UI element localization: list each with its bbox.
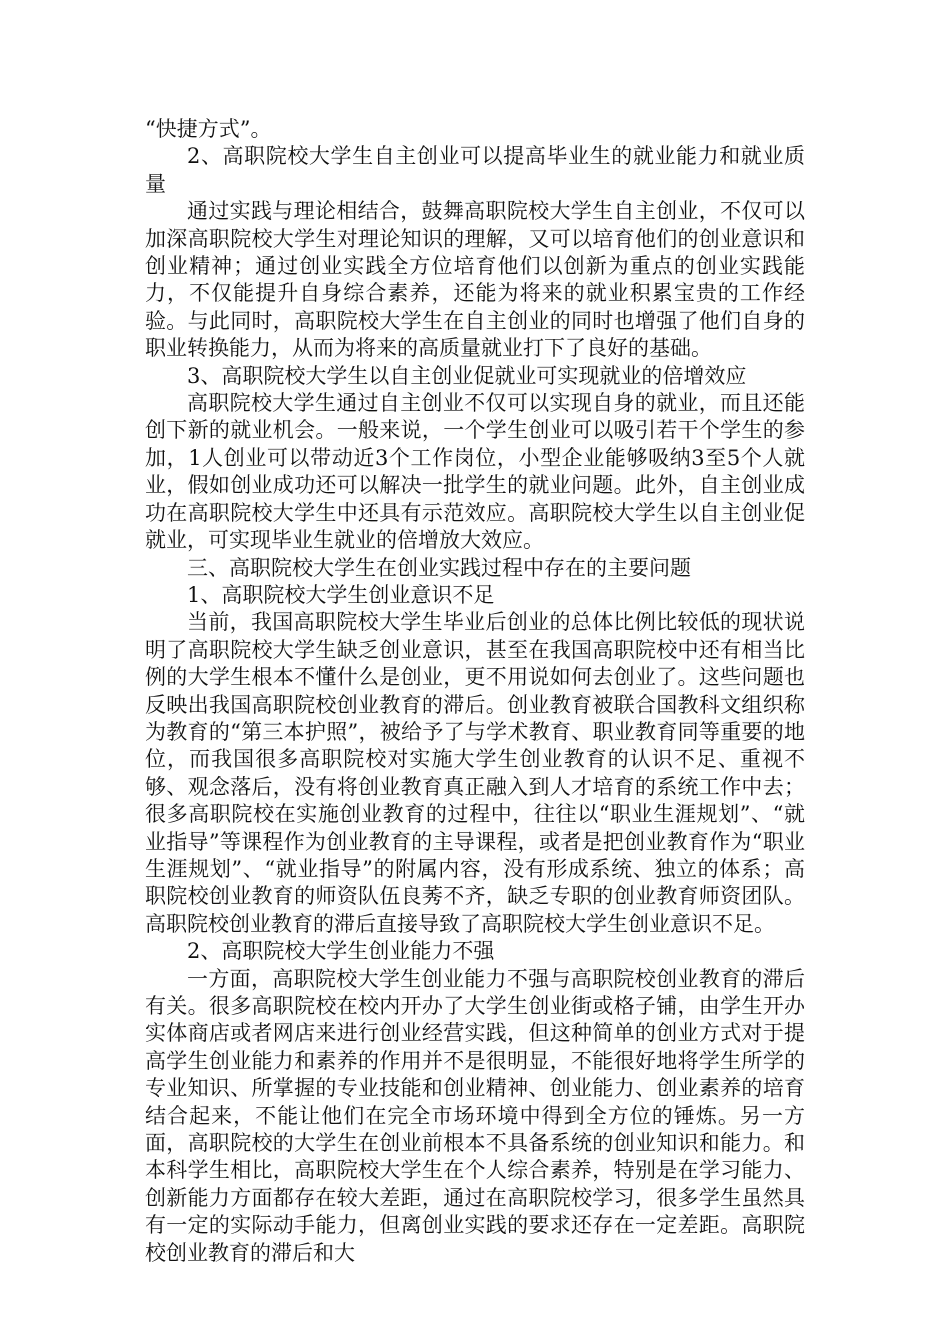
document-body	[145, 116, 805, 1267]
paragraph: 当前，我国高职院校大学生毕业后创业的总体比例比较低的现状说明了高职院校大学生缺乏创业意识，甚至在我国高职院校中还有相当比例的大学生根本不懂什么是创业，更不用说如何去创业了。这些问题也反映出我国高职院校创业教育的滞后。创业教育被联合国教科文组织称为教育的“第三本护照”，被给予了与学术教育、职业教育同等重要的地位，而我国很多高职院校对实施大学生创业教育的认识不足、重视不够、观念落后，没有将创业教育真正融入到人才培育的系统工作中去；很多高职院校在实施创业教育的过程中，往往以“职业生涯规划”、“就业指导”等课程作为创业教育的主导课程，或者是把创业教育作为“职业生涯规划”、“就业指导”的附属内容，没有形成系统、独立的体系；高职院校创业教育的师资队伍良莠不齐，缺乏专职的创业教育师资团队。高职院校创业教育的滞后直接导致了高职院校大学生创业意识不足。	[145, 610, 805, 936]
section-heading-2: 2、高职院校大学生创业能力不强	[187, 939, 495, 964]
paragraph: 一方面，高职院校大学生创业能力不强与高职院校创业教育的滞后有关。很多高职院校在校内开办了大学生创业街或格子铺，由学生开办实体商店或者网店来进行创业经营实践，但这种简单的创业方式对于提高学生创业能力和素养的作用并不是很明显，不能很好地将学生所学的专业知识、所掌握的专业技能和创业精神、创业能力、创业素养的培育结合起来，不能让他们在完全市场环境中得到全方位的锤炼。另一方面，高职院校的大学生在创业前根本不具备系统的创业知识和能力。和本科学生相比，高职院校大学生在个人综合素养，特别是在学习能力、创新能力方面都存在较大差距，通过在高职院校学习，很多学生虽然具有一定的实际动手能力，但离创业实践的要求还存在一定差距。高职院校创业教育的滞后和大	[145, 966, 805, 1265]
section-heading-1: 1、高职院校大学生创业意识不足	[187, 582, 495, 607]
paragraph: 高职院校大学生通过自主创业不仅可以实现自身的就业，而且还能创下新的就业机会。一般来说，一个学生创业可以吸引若干个学生的参加，1人创业可以带动近3个工作岗位，小型企业能够吸纳3至5个人就业，假如创业成功还可以解决一批学生的就业问题。此外，自主创业成功在高职院校大学生中还具有示范效应。高职院校大学生以自主创业促就业，可实现毕业生就业的倍增放大效应。	[145, 391, 805, 553]
section-heading-3: 3、高职院校大学生以自主创业促就业可实现就业的倍增效应	[187, 363, 747, 388]
paragraph-continuation: “快捷方式”。	[145, 117, 272, 141]
chapter-heading-3: 三、高职院校大学生在创业实践过程中存在的主要问题	[187, 555, 691, 580]
section-heading-2: 2、高职院校大学生自主创业可以提高毕业生的就业能力和就业质量	[145, 144, 805, 196]
paragraph: 通过实践与理论相结合，鼓舞高职院校大学生自主创业，不仅可以加深高职院校大学生对理论知识的理解，又可以培育他们的创业意识和创业精神；通过创业实践全方位培育他们以创新为重点的创业实践能力，不仅能提升自身综合素养，还能为将来的就业积累宝贵的工作经验。与此同时，高职院校大学生在自主创业的同时也增强了他们自身的职业转换能力，从而为将来的高质量就业打下了良好的基础。	[145, 199, 805, 361]
